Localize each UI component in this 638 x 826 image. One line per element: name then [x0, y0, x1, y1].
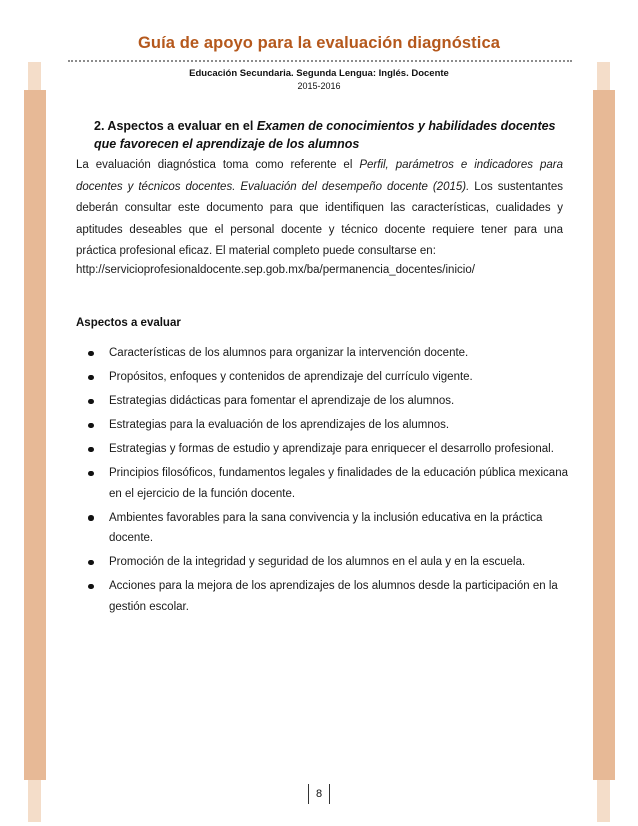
list-item	[88, 439, 568, 460]
list-item-text: Características de los alumnos para organizar la intervención docente.	[109, 347, 469, 359]
list-item	[88, 391, 568, 412]
left-decorative-band	[24, 90, 46, 780]
list-item-text: Promoción de la integridad y seguridad de los alumnos en el aula y en la escuela.	[109, 556, 526, 568]
page-header-year: 2015-2016	[297, 81, 341, 91]
bullet-icon	[88, 399, 94, 405]
list-item	[88, 463, 568, 504]
list-item-text: Estrategias para la evaluación de los aprendizajes de los alumnos.	[109, 419, 450, 431]
header-dotted-rule	[68, 60, 572, 62]
page-header-title: Guía de apoyo para la evaluación diagnóstica	[137, 34, 500, 52]
intro-paragraph	[76, 155, 563, 263]
list-item-text: Propósitos, enfoques y contenidos de aprendizaje del currículo vigente.	[109, 371, 473, 383]
section-title-prefix: 2. Aspectos a evaluar en el	[94, 119, 257, 133]
list-item-text: Estrategias didácticas para fomentar el aprendizaje de los alumnos.	[109, 395, 455, 407]
paragraph-part-2: Los sustentantes deberán consultar este documento para que identifiquen las características, cualidades y aptitudes deseables que el personal docente y técnico docente requiere tener para una práctica profesional eficaz. El material completo puede consultarse en:	[76, 180, 563, 258]
list-item-text: Ambientes favorables para la sana convivencia y la inclusión educativa en la práctica docente.	[109, 511, 543, 544]
bullet-icon	[88, 423, 94, 429]
list-item-text: Estrategias y formas de estudio y aprendizaje para enriquecer el desarrollo profesional.	[109, 443, 554, 455]
paragraph-italic-reference: Perfil, parámetros e indicadores para docentes y técnicos docentes. Evaluación del desempeño docente (2015).	[76, 159, 563, 193]
list-item	[88, 508, 568, 549]
list-item-text: Acciones para la mejora de los aprendizajes de los alumnos desde la participación en la gestión escolar.	[109, 580, 558, 613]
list-item	[88, 415, 568, 436]
list-item	[88, 343, 568, 364]
reference-url: http://servicioprofesionaldocente.sep.gob.mx/ba/permanencia_docentes/inicio/	[76, 264, 475, 276]
bullet-icon	[88, 515, 94, 521]
aspects-list	[88, 343, 568, 621]
page-number: 8	[308, 784, 330, 804]
bullet-icon	[88, 375, 94, 381]
section-title-italic-2: que favorecen el aprendizaje de los alumnos	[94, 137, 360, 151]
list-item	[88, 367, 568, 388]
bullet-icon	[88, 351, 94, 357]
section-title	[94, 117, 564, 153]
bullet-icon	[88, 447, 94, 453]
list-item	[88, 576, 568, 617]
right-decorative-band	[593, 90, 615, 780]
list-item	[88, 552, 568, 573]
bullet-icon	[88, 560, 94, 566]
section-title-italic-1: Examen de conocimientos y habilidades docentes	[256, 119, 556, 133]
paragraph-part-1: La evaluación diagnóstica toma como referente el	[76, 159, 360, 171]
bullet-icon	[88, 471, 94, 477]
bullet-icon	[88, 584, 94, 590]
aspects-heading: Aspectos a evaluar	[76, 317, 181, 329]
list-item-text: Principios filosóficos, fundamentos legales y finalidades de la educación pública mexicana en el ejercicio de la función docente.	[109, 467, 568, 500]
page-header-subtitle: Educación Secundaria. Segunda Lengua: Inglés. Docente	[189, 68, 449, 79]
